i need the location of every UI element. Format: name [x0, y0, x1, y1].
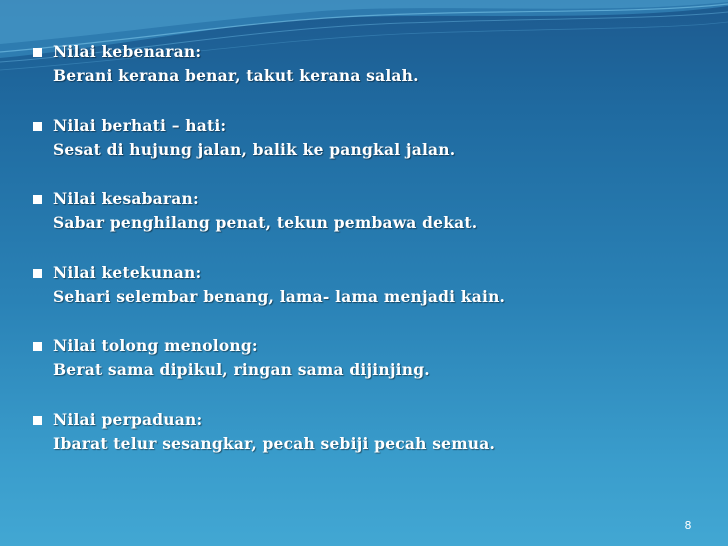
list-item: [33, 263, 693, 337]
value-title: Nilai perpaduan:: [53, 409, 203, 429]
value-title: Nilai tolong menolong:: [53, 336, 258, 355]
list-item: [33, 116, 693, 190]
proverb-text: Sehari selembar benang, lama- lama menjadi kain.: [53, 286, 506, 306]
square-bullet-icon: [33, 195, 42, 204]
square-bullet-icon: [33, 48, 42, 57]
value-title: Nilai kebenaran:: [53, 42, 202, 61]
bullet-list: [33, 42, 693, 483]
list-item: [33, 336, 693, 410]
value-title: Nilai berhati – hati:: [53, 115, 227, 135]
proverb-text: Berat sama dipikul, ringan sama dijinjing.: [53, 360, 430, 379]
proverb-text: Sabar penghilang penat, tekun pembawa dekat.: [53, 213, 478, 232]
square-bullet-icon: [33, 122, 42, 131]
value-title: Nilai kesabaran:: [53, 189, 199, 208]
proverb-text: Berani kerana benar, takut kerana salah.: [53, 66, 419, 85]
proverb-text: Ibarat telur sesangkar, pecah sebiji pecah semua.: [53, 433, 496, 453]
square-bullet-icon: [33, 269, 42, 278]
page-number: 8: [684, 519, 692, 532]
list-item: [33, 189, 693, 263]
square-bullet-icon: [33, 416, 42, 425]
proverb-text: Sesat di hujung jalan, balik ke pangkal jalan.: [53, 139, 456, 159]
list-item: [33, 410, 693, 484]
value-title: Nilai ketekunan:: [53, 262, 202, 282]
square-bullet-icon: [33, 342, 42, 351]
list-item: [33, 42, 693, 116]
